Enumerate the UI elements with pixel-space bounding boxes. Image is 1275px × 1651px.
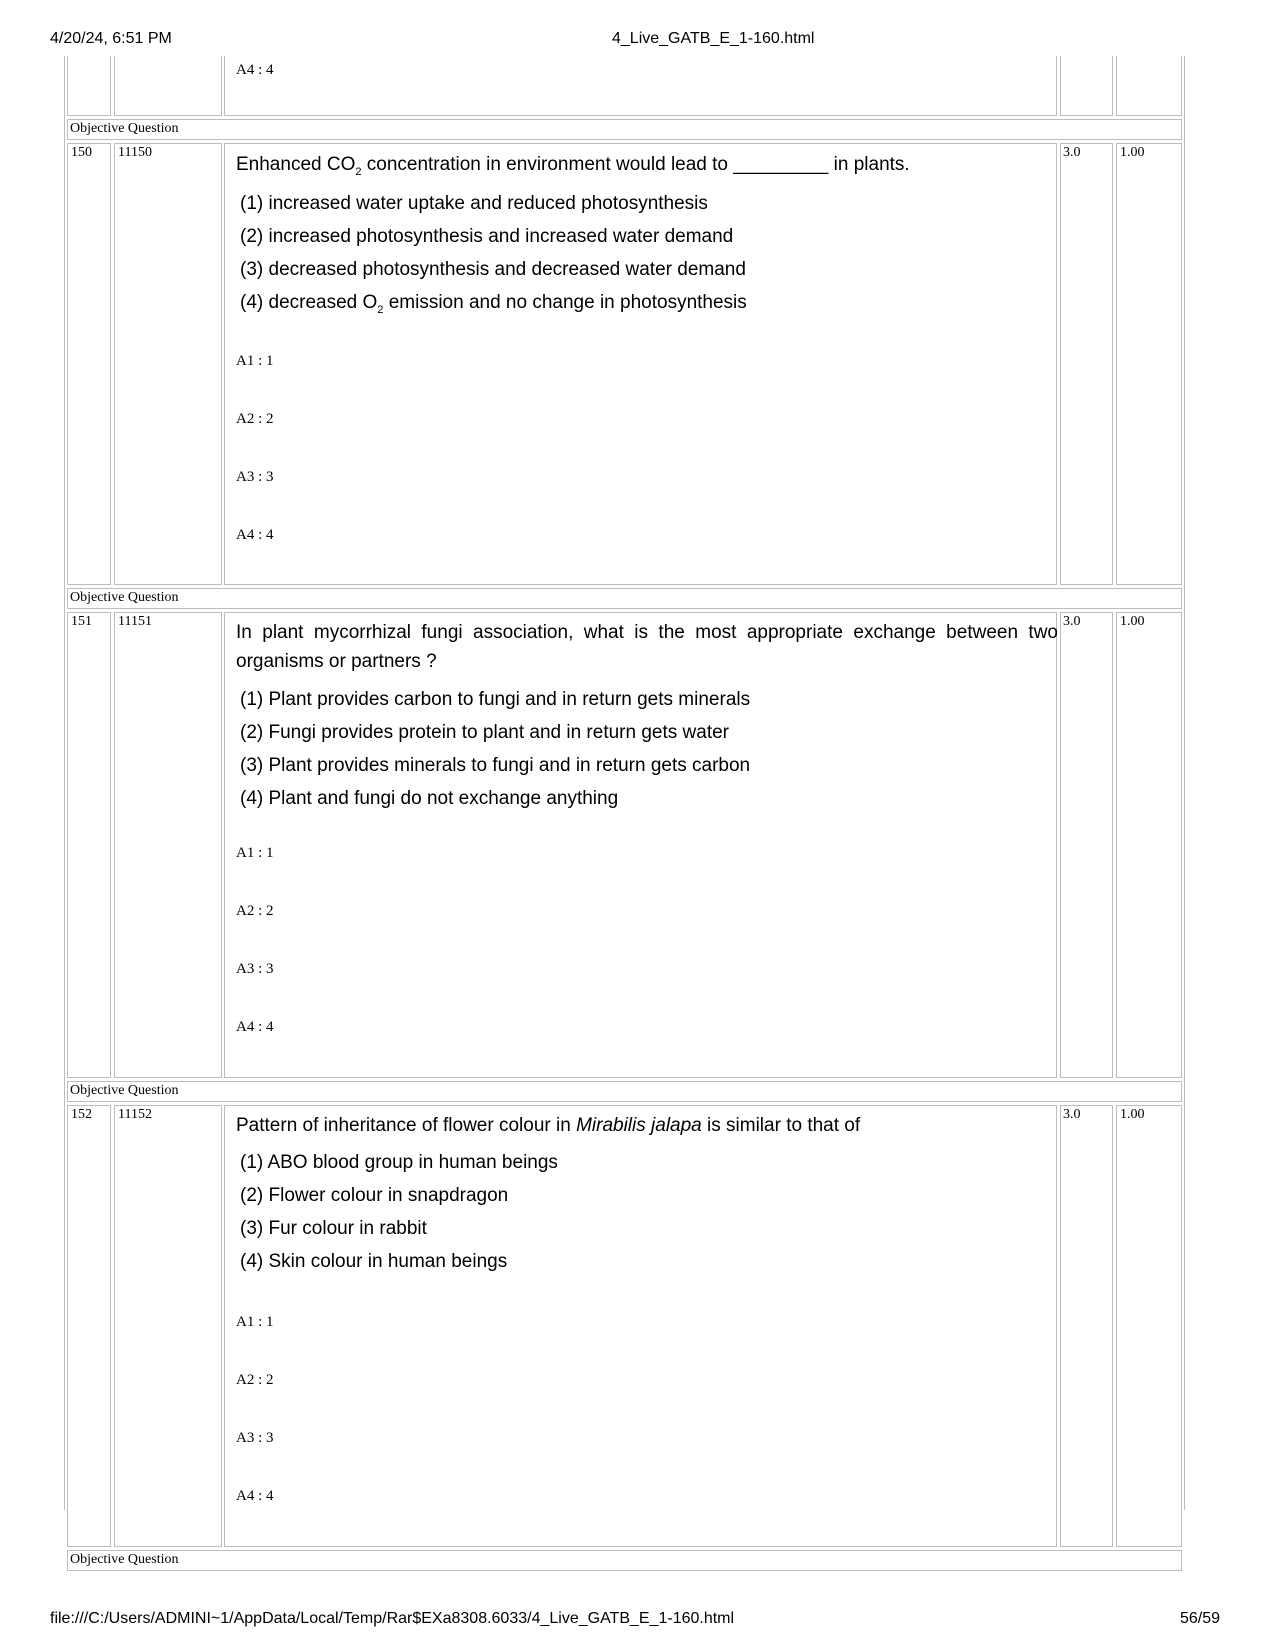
sno-cell bbox=[67, 1105, 111, 1547]
print-datetime: 4/20/24, 6:51 PM bbox=[50, 30, 172, 47]
option-3: (3) decreased photosynthesis and decreased water demand bbox=[240, 259, 746, 280]
question-number: 151 bbox=[71, 614, 92, 629]
question-stem: Enhanced $CO_2$ concentration in environment would lead to _________ in plants. bbox=[236, 154, 910, 178]
qid-cell bbox=[114, 143, 222, 585]
answer-label: A2 : 2 bbox=[236, 903, 274, 919]
answer-label: A3 : 3 bbox=[236, 469, 274, 485]
marks: 3.0 bbox=[1063, 145, 1081, 160]
answer-label: A1 : 1 bbox=[236, 1314, 274, 1330]
section-label: Objective Question bbox=[70, 121, 179, 136]
section-label: Objective Question bbox=[70, 590, 179, 605]
marks-cell bbox=[1060, 612, 1113, 1078]
question-id: 11151 bbox=[118, 614, 152, 629]
section-row bbox=[67, 588, 1182, 609]
answer-label: A1 : 1 bbox=[236, 845, 274, 861]
table-cell bbox=[1060, 56, 1113, 116]
table-left-border bbox=[64, 56, 65, 1510]
answer-label: A4 : 4 bbox=[236, 1019, 274, 1035]
negative-marks: 1.00 bbox=[1120, 614, 1145, 629]
section-label: Objective Question bbox=[70, 1552, 179, 1567]
negative-marks-cell bbox=[1116, 1105, 1182, 1547]
table-cell bbox=[1116, 56, 1182, 116]
sno-cell bbox=[67, 612, 111, 1078]
page-number: 56/59 bbox=[1180, 1610, 1221, 1627]
question-id: 11152 bbox=[118, 1107, 152, 1122]
question-stem: Pattern of inheritance of flower colour in Mirabilis jalapa is similar to that of bbox=[236, 1115, 861, 1136]
file-path: file:///C:/Users/ADMINI~1/AppData/Local/Temp/Rar$EXa8308.6033/4_Live_GATB_E_1-160.html bbox=[50, 1610, 735, 1627]
option-1: (1) increased water uptake and reduced photosynthesis bbox=[240, 193, 708, 214]
question-stem: In plant mycorrhizal fungi association, what is the most appropriate exchange between two organisms or partners ? bbox=[236, 622, 1058, 672]
qid-cell bbox=[114, 612, 222, 1078]
document-title: 4_Live_GATB_E_1-160.html bbox=[612, 30, 815, 47]
negative-marks: 1.00 bbox=[1120, 145, 1145, 160]
marks-cell bbox=[1060, 1105, 1113, 1547]
option-2: (2) Flower colour in snapdragon bbox=[240, 1185, 509, 1206]
table-right-border bbox=[1184, 56, 1185, 1510]
section-label: Objective Question bbox=[70, 1083, 179, 1098]
marks: 3.0 bbox=[1063, 1107, 1081, 1122]
answer-label: A4 : 4 bbox=[236, 1488, 274, 1504]
marks: 3.0 bbox=[1063, 614, 1081, 629]
option-1: (1) Plant provides carbon to fungi and in return gets minerals bbox=[240, 689, 751, 710]
option-4: (4) Plant and fungi do not exchange anything bbox=[240, 788, 619, 809]
table-cell bbox=[224, 56, 1057, 116]
option-1: (1) ABO blood group in human beings bbox=[240, 1152, 558, 1173]
answer-label: A4 : 4 bbox=[236, 527, 274, 543]
table-cell bbox=[114, 56, 222, 116]
option-4: (4) Skin colour in human beings bbox=[240, 1251, 508, 1272]
question-number: 150 bbox=[71, 145, 92, 160]
option-2: (2) Fungi provides protein to plant and in return gets water bbox=[240, 722, 729, 743]
table-cell bbox=[67, 56, 111, 116]
option-4: (4) decreased $O_2$ emission and no change in photosynthesis bbox=[240, 292, 747, 316]
section-row bbox=[67, 119, 1182, 140]
section-row bbox=[67, 1550, 1182, 1571]
answer-label: A2 : 2 bbox=[236, 411, 274, 427]
option-2: (2) increased photosynthesis and increased water demand bbox=[240, 226, 734, 247]
question-body-cell bbox=[224, 612, 1057, 1078]
negative-marks: 1.00 bbox=[1120, 1107, 1145, 1122]
question-id: 11150 bbox=[118, 145, 152, 160]
answer-label: A1 : 1 bbox=[236, 353, 274, 369]
question-number: 152 bbox=[71, 1107, 92, 1122]
option-3: (3) Fur colour in rabbit bbox=[240, 1218, 427, 1239]
negative-marks-cell bbox=[1116, 143, 1182, 585]
answer-label: A3 : 3 bbox=[236, 961, 274, 977]
negative-marks-cell bbox=[1116, 612, 1182, 1078]
qid-cell bbox=[114, 1105, 222, 1547]
answer-label: A4 : 4 bbox=[236, 62, 274, 78]
answer-label: A2 : 2 bbox=[236, 1372, 274, 1388]
answer-label: A3 : 3 bbox=[236, 1430, 274, 1446]
sno-cell bbox=[67, 143, 111, 585]
marks-cell bbox=[1060, 143, 1113, 585]
option-3: (3) Plant provides minerals to fungi and in return gets carbon bbox=[240, 755, 751, 776]
section-row bbox=[67, 1081, 1182, 1102]
